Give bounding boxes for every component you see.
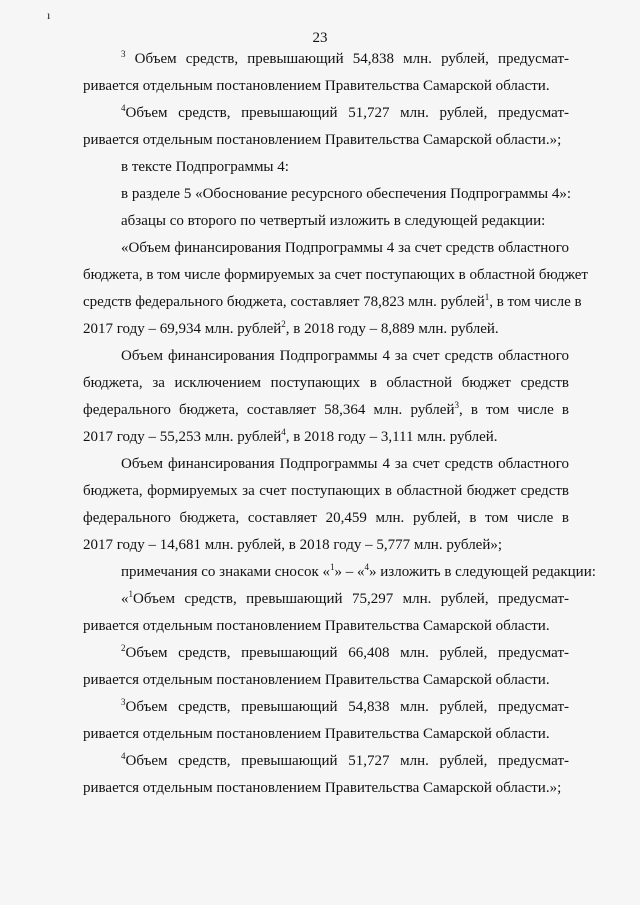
text-span: Объем финансирования Подпрограммы 4 за счет средств областного xyxy=(121,456,569,472)
paragraph-p8 xyxy=(83,451,569,559)
text-line xyxy=(83,127,569,154)
footnote-marker: 4 xyxy=(121,103,126,113)
text-line xyxy=(83,235,569,262)
footnote-marker: 4 xyxy=(364,562,369,572)
text-line xyxy=(83,559,596,586)
text-line xyxy=(83,667,569,694)
text-line xyxy=(83,451,569,478)
text-span: , в том числе в xyxy=(489,294,582,310)
text-line xyxy=(83,316,569,343)
text-line xyxy=(83,100,569,127)
footnote-marker: 3 xyxy=(121,697,126,707)
text-span: , в том числе в xyxy=(458,402,569,418)
document-body xyxy=(83,46,596,802)
text-span: Объем средств, превышающий 51,727 млн. рублей, предусмат- xyxy=(125,753,569,769)
text-line xyxy=(83,478,569,505)
text-span: федерального бюджета, составляет 58,364 млн. рублей xyxy=(83,402,455,418)
text-line xyxy=(83,73,569,100)
paragraph-p2 xyxy=(83,100,569,154)
text-span: Объем средств, превышающий 51,727 млн. рублей, предусмат- xyxy=(125,105,569,121)
text-span: » изложить в следующей редакции: xyxy=(369,564,596,580)
footnote-marker: 1 xyxy=(484,292,490,302)
text-span: ривается отдельным постановлением Правительства Самарской области. xyxy=(83,672,550,688)
text-line xyxy=(83,46,569,73)
text-line xyxy=(83,613,569,640)
footnote-marker: 3 xyxy=(121,49,126,59)
text-line xyxy=(83,208,569,235)
text-line xyxy=(83,640,569,667)
text-span: Объем средств, превышающий 75,297 млн. рублей, предусмат- xyxy=(133,591,569,607)
text-span: ривается отдельным постановлением Правительства Самарской области.»; xyxy=(83,132,562,148)
paragraph-p12 xyxy=(83,694,569,748)
footnote-marker: 4 xyxy=(121,751,126,761)
paragraph-p10 xyxy=(83,586,569,640)
footnote-marker: 1 xyxy=(330,562,335,572)
text-span: Объем средств, превышающий 66,408 млн. рублей, предусмат- xyxy=(125,645,569,661)
text-span: ривается отдельным постановлением Правительства Самарской области.»; xyxy=(83,780,562,796)
text-span: » – « xyxy=(334,564,365,580)
footnote-marker: 2 xyxy=(121,643,126,653)
paragraph-p6 xyxy=(83,235,588,343)
text-span: абзацы со второго по четвертый изложить в следующей редакции: xyxy=(121,213,546,229)
page-number: 23 xyxy=(312,30,328,46)
footnote-marker: 2 xyxy=(281,319,286,329)
text-span: « xyxy=(121,591,129,607)
text-span: в тексте Подпрограммы 4: xyxy=(121,159,289,175)
text-line xyxy=(83,694,569,721)
paragraph-p4 xyxy=(83,181,569,208)
footnote-marker: 4 xyxy=(281,427,286,437)
text-span: примечания со знаками сносок « xyxy=(121,564,330,580)
text-line xyxy=(83,181,569,208)
text-span: 2017 году – 69,934 млн. рублей xyxy=(83,321,282,337)
text-line xyxy=(83,721,569,748)
paragraph-p5 xyxy=(83,208,569,235)
text-span: ривается отдельным постановлением Правительства Самарской области. xyxy=(83,78,550,94)
text-span: Объем средств, превышающий 54,838 млн. рублей, предусмат- xyxy=(125,51,569,67)
text-line xyxy=(83,370,569,397)
text-line xyxy=(83,154,569,181)
text-span: , в 2018 году – 3,111 млн. рублей. xyxy=(285,429,498,445)
text-span: федерального бюджета, составляет 20,459 млн. рублей, в том числе в xyxy=(83,510,569,526)
text-line xyxy=(83,532,569,559)
text-span: ривается отдельным постановлением Правительства Самарской области. xyxy=(83,726,550,742)
text-line xyxy=(83,262,588,289)
text-span: бюджета, в том числе формируемых за счет поступающих в областной бюджет xyxy=(83,267,588,283)
text-span: 2017 году – 55,253 млн. рублей xyxy=(83,429,282,445)
paragraph-p13 xyxy=(83,748,569,802)
text-line xyxy=(83,505,569,532)
paragraph-p9 xyxy=(83,559,596,586)
text-span: , в 2018 году – 8,889 млн. рублей. xyxy=(285,321,499,337)
text-line xyxy=(83,775,569,802)
text-span: средств федерального бюджета, составляет 78,823 млн. рублей xyxy=(83,294,485,310)
footnote-marker: 1 xyxy=(128,589,133,599)
paragraph-p3 xyxy=(83,154,569,181)
text-span: 2017 году – 14,681 млн. рублей, в 2018 году – 5,777 млн. рублей»; xyxy=(83,537,503,553)
text-line xyxy=(83,586,569,613)
paragraph-p1 xyxy=(83,46,569,100)
text-span: «Объем финансирования Подпрограммы 4 за счет средств областного xyxy=(121,240,569,256)
text-line xyxy=(83,748,569,775)
text-line xyxy=(83,289,582,316)
text-span: ривается отдельным постановлением Правительства Самарской области. xyxy=(83,618,550,634)
scan-mark: ı xyxy=(47,8,51,22)
text-span: бюджета, за исключением поступающих в областной бюджет средств xyxy=(83,375,569,391)
paragraph-p11 xyxy=(83,640,569,694)
text-line xyxy=(83,343,569,370)
text-span: Объем финансирования Подпрограммы 4 за счет средств областного xyxy=(121,348,569,364)
text-line xyxy=(83,397,569,424)
paragraph-p7 xyxy=(83,343,569,451)
text-span: бюджета, формируемых за счет поступающих в областной бюджет средств xyxy=(83,483,569,499)
text-span: в разделе 5 «Обоснование ресурсного обеспечения Подпрограммы 4»: xyxy=(121,186,571,202)
footnote-marker: 3 xyxy=(454,400,459,410)
text-span: Объем средств, превышающий 54,838 млн. рублей, предусмат- xyxy=(125,699,569,715)
text-line xyxy=(83,424,569,451)
